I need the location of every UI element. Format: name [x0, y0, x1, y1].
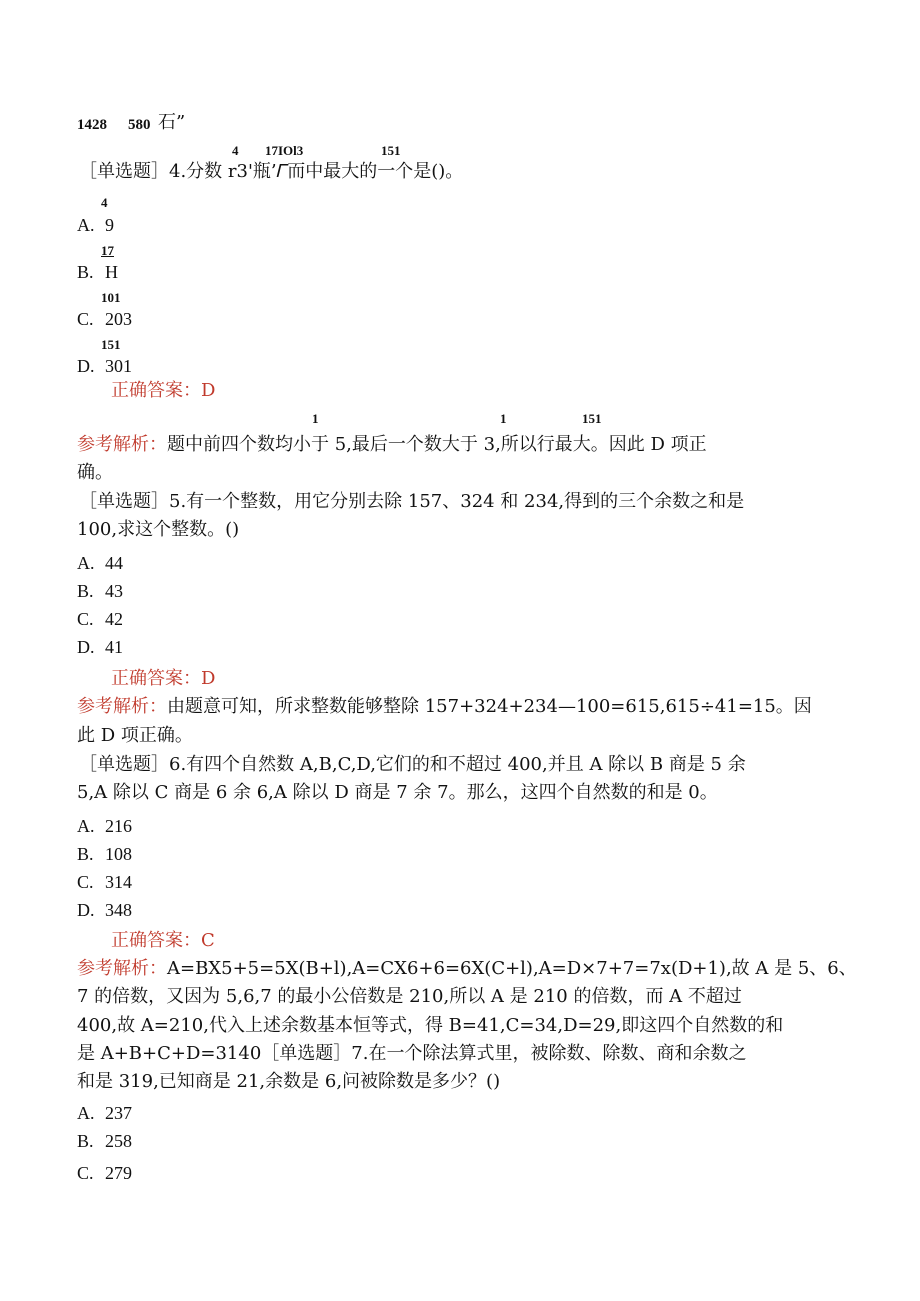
- q4-explain-sup-3: 151: [582, 411, 602, 426]
- q4-option-b-label: B.: [77, 262, 94, 282]
- q4-explain-sup-1: 1: [312, 411, 319, 426]
- q5-stem-line-1: ［单选题］5.有一个整数，用它分别去除 157、324 和 234,得到的三个余数之和是: [79, 491, 745, 512]
- q4-explanation-line-1: [77, 436, 707, 454]
- q4-explain-sup-2: 1: [500, 411, 507, 426]
- q6-option-a-value: 216: [105, 816, 132, 836]
- q6-explanation-line-5: 和是 319,已知商是 21,余数是 6,问被除数是多少？(): [77, 1071, 501, 1092]
- q7-option-b-value: 258: [105, 1131, 132, 1151]
- q5-explanation-line-1: [77, 698, 812, 716]
- q4-option-a-value: 9: [105, 215, 114, 235]
- q4-option-b-value: H: [105, 262, 118, 282]
- q6-explanation-prefix: 参考解析：: [77, 958, 167, 979]
- q5-explanation-text: 由题意可知，所求整数能够整除 157+324+234—100=615,615÷41=15。因: [167, 696, 812, 717]
- q5-option-c-value: 42: [105, 609, 123, 629]
- q6-stem-line-2: 5,A 除以 C 商是 6 余 6,A 除以 D 商是 7 余 7。那么，这四个自然数的和是 0。: [77, 782, 718, 803]
- q6-answer: 正确答案：C: [111, 930, 215, 951]
- q5-option-d-value: 41: [105, 637, 123, 657]
- q4-stem-sup-3: 151: [381, 143, 401, 158]
- q7-option-c-value: 279: [105, 1163, 132, 1183]
- q4-stem: ［单选题］4.分数 r3'瓶’𝛤而中最大的一个是()。: [79, 161, 464, 182]
- q5-option-d-label: D.: [77, 637, 95, 657]
- q6-explanation-text: A=BX5+5=5X(B+l),A=CX6+6=6X(C+l),A=D×7+7=7x(D+1),故 A 是 5、6、: [167, 958, 857, 979]
- q6-option-d-value: 348: [105, 900, 132, 920]
- q4-explanation-line-2: 确。: [77, 462, 113, 483]
- q4-option-d-value: 301: [105, 356, 132, 376]
- q4-stem-sup-1: 4: [232, 143, 239, 158]
- q6-stem-line-1: ［单选题］6.有四个自然数 A,B,C,D,它们的和不超过 400,并且 A 除以 B 商是 5 余: [79, 754, 746, 775]
- q4-option-a-label: A.: [77, 215, 95, 235]
- q6-explanation-line-3: 400,故 A=210,代入上述余数基本恒等式，得 B=41,C=34,D=29,即这四个自然数的和: [77, 1015, 784, 1036]
- q4-option-d-label: D.: [77, 356, 95, 376]
- q5-answer: 正确答案：D: [111, 668, 216, 689]
- q5-explanation-line-2: 此 D 项正确。: [77, 725, 193, 746]
- fragment-number-a: 1428: [77, 117, 107, 133]
- fragment-number-b: 580: [128, 117, 151, 133]
- q5-option-b-value: 43: [105, 581, 123, 601]
- q6-explanation-line-2: 7 的倍数，又因为 5,6,7 的最小公倍数是 210,所以 A 是 210 的倍数，而 A 不超过: [77, 986, 742, 1007]
- q4-stem-sup-2: 17IOl3: [265, 143, 304, 158]
- q5-option-b-label: B.: [77, 581, 94, 601]
- q7-option-a-value: 237: [105, 1103, 132, 1123]
- q6-explanation-line-4: 是 A+B+C+D=3140［单选题］7.在一个除法算式里，被除数、除数、商和余数之: [77, 1043, 747, 1064]
- q6-option-c-value: 314: [105, 872, 132, 892]
- q6-option-b-value: 108: [105, 844, 132, 864]
- q4-answer: 正确答案：D: [111, 380, 216, 401]
- q4-option-d-sup: 151: [101, 337, 121, 352]
- q7-option-c-label: C.: [77, 1163, 94, 1183]
- q6-option-a-label: A.: [77, 816, 95, 836]
- q6-option-c-label: C.: [77, 872, 94, 892]
- q5-option-a-label: A.: [77, 553, 95, 573]
- q5-option-a-value: 44: [105, 553, 123, 573]
- q5-option-c-label: C.: [77, 609, 94, 629]
- q7-option-a-label: A.: [77, 1103, 95, 1123]
- q4-explanation-text: 题中前四个数均小于 5,最后一个数大于 3,所以行最大。因此 D 项正: [167, 434, 707, 455]
- q6-option-d-label: D.: [77, 900, 95, 920]
- q6-option-b-label: B.: [77, 844, 94, 864]
- q4-option-c-sup: 101: [101, 290, 121, 305]
- q5-stem-line-2: 100,求这个整数。(): [77, 519, 240, 540]
- q6-explanation-line-1: [77, 960, 857, 978]
- q4-option-c-value: 203: [105, 309, 132, 329]
- q4-option-c-label: C.: [77, 309, 94, 329]
- q4-option-b-sup: 17: [101, 243, 114, 258]
- fragment-text: 石”: [158, 112, 186, 133]
- q7-option-b-label: B.: [77, 1131, 94, 1151]
- q4-option-a-sup: 4: [101, 195, 108, 210]
- q4-explanation-prefix: 参考解析：: [77, 434, 167, 455]
- q5-explanation-prefix: 参考解析：: [77, 696, 167, 717]
